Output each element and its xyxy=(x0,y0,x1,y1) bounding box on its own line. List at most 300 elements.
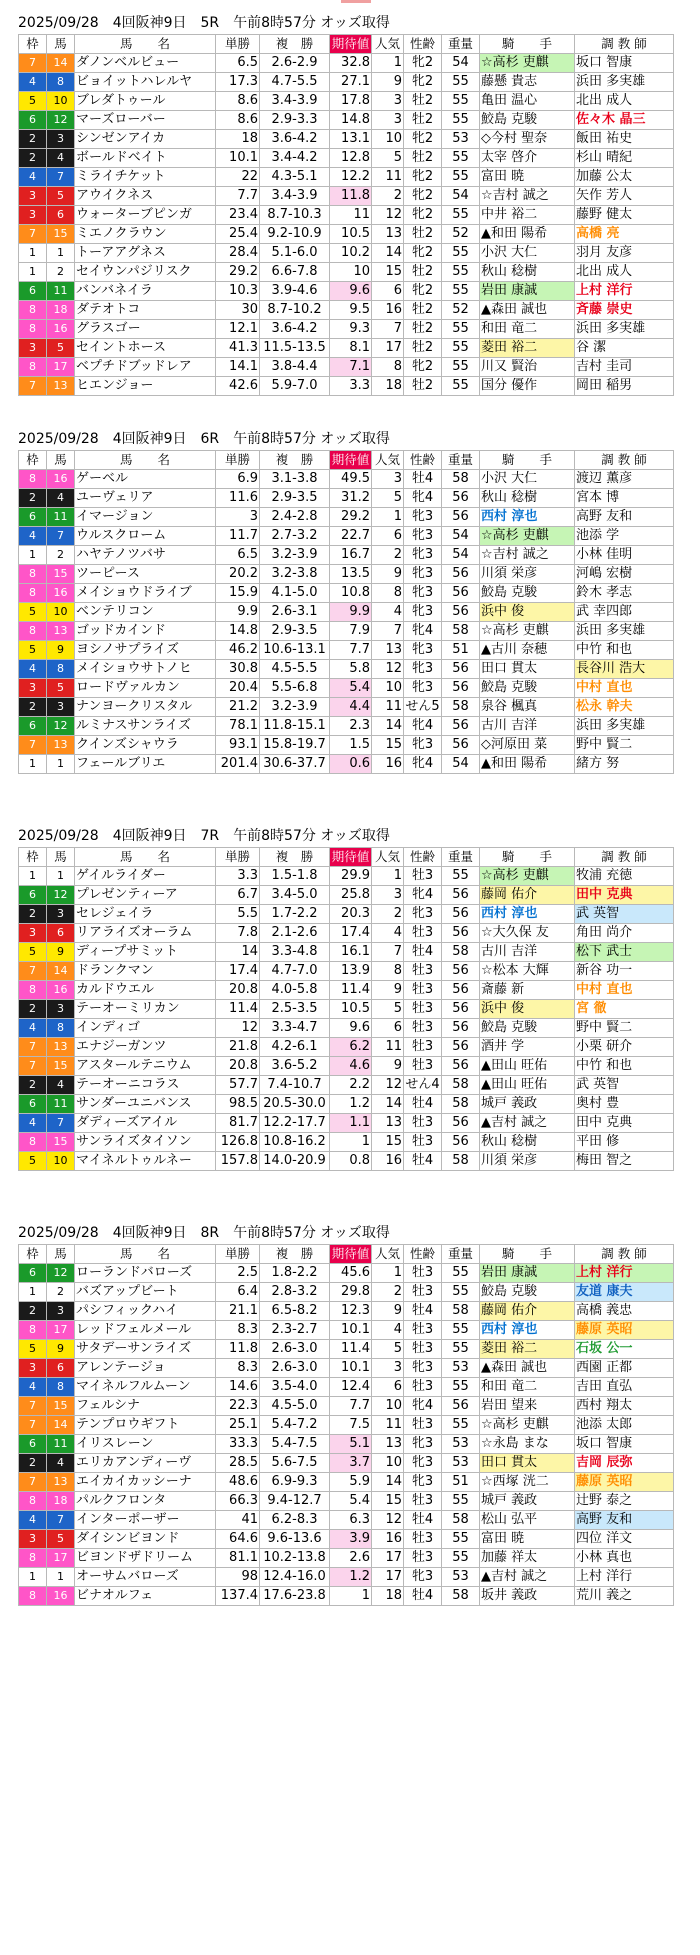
table-row xyxy=(19,1359,674,1378)
trainer: 矢作 芳人 xyxy=(575,187,674,206)
weight: 55 xyxy=(442,1549,480,1568)
horse-number: 2 xyxy=(47,546,75,565)
waku-number: 4 xyxy=(19,168,47,187)
popularity: 3 xyxy=(372,886,404,905)
header-uma: 馬 xyxy=(47,1245,75,1264)
horse-number: 3 xyxy=(47,130,75,149)
trainer: 池添 学 xyxy=(575,527,674,546)
sex-age: 牝3 xyxy=(404,905,442,924)
expected-value: 7.7 xyxy=(330,641,372,660)
place-odds: 2.6-3.0 xyxy=(260,1340,330,1359)
jockey: 田口 貫太 xyxy=(480,660,575,679)
popularity: 9 xyxy=(372,1057,404,1076)
weight: 58 xyxy=(442,1302,480,1321)
horse-name: ロードヴァルカン xyxy=(75,679,216,698)
table-row xyxy=(19,1397,674,1416)
win-odds: 57.7 xyxy=(216,1076,260,1095)
place-odds: 4.0-5.8 xyxy=(260,981,330,1000)
horse-number: 17 xyxy=(47,358,75,377)
win-odds: 64.6 xyxy=(216,1530,260,1549)
expected-value: 6.2 xyxy=(330,1038,372,1057)
horse-name: セレジェイラ xyxy=(75,905,216,924)
weight: 55 xyxy=(442,263,480,282)
sex-age: 牡3 xyxy=(404,1416,442,1435)
jockey: ☆吉村 誠之 xyxy=(480,546,575,565)
popularity: 9 xyxy=(372,1302,404,1321)
popularity: 1 xyxy=(372,54,404,73)
weight: 55 xyxy=(442,1283,480,1302)
table-row xyxy=(19,1473,674,1492)
popularity: 16 xyxy=(372,755,404,774)
horse-number: 6 xyxy=(47,924,75,943)
sex-age: 牡3 xyxy=(404,924,442,943)
waku-number: 7 xyxy=(19,225,47,244)
table-row xyxy=(19,1152,674,1171)
horse-number: 3 xyxy=(47,905,75,924)
horse-number: 5 xyxy=(47,339,75,358)
horse-number: 15 xyxy=(47,1057,75,1076)
horse-number: 13 xyxy=(47,1038,75,1057)
jockey: ▲森田 誠也 xyxy=(480,301,575,320)
expected-value: 11.4 xyxy=(330,981,372,1000)
race-title: 2025/09/28 4回阪神9日 8R 午前8時57分 オッズ取得 xyxy=(18,1225,390,1241)
sex-age: 牡4 xyxy=(404,1587,442,1606)
popularity: 12 xyxy=(372,1511,404,1530)
expected-value: 13.9 xyxy=(330,962,372,981)
table-row xyxy=(19,206,674,225)
trainer: 武 英智 xyxy=(575,905,674,924)
sex-age: せん5 xyxy=(404,698,442,717)
popularity: 4 xyxy=(372,924,404,943)
trainer: 中竹 和也 xyxy=(575,1057,674,1076)
place-odds: 6.6-7.8 xyxy=(260,263,330,282)
expected-value: 8.1 xyxy=(330,339,372,358)
header-waku: 枠 xyxy=(19,451,47,470)
popularity: 6 xyxy=(372,282,404,301)
jockey: 古川 吉洋 xyxy=(480,717,575,736)
popularity: 5 xyxy=(372,489,404,508)
popularity: 9 xyxy=(372,981,404,1000)
waku-number: 5 xyxy=(19,92,47,111)
horse-name: ローランドバローズ xyxy=(75,1264,216,1283)
header-waku: 枠 xyxy=(19,848,47,867)
sex-age: 牡3 xyxy=(404,1264,442,1283)
place-odds: 12.2-17.7 xyxy=(260,1114,330,1133)
place-odds: 5.5-6.8 xyxy=(260,679,330,698)
table-header xyxy=(19,848,674,867)
horse-name: ウォーターブピンガ xyxy=(75,206,216,225)
weight: 56 xyxy=(442,1019,480,1038)
waku-number: 4 xyxy=(19,1511,47,1530)
table-row xyxy=(19,73,674,92)
expected-value: 4.6 xyxy=(330,1057,372,1076)
place-odds: 1.8-2.2 xyxy=(260,1264,330,1283)
popularity: 14 xyxy=(372,1473,404,1492)
place-odds: 7.4-10.7 xyxy=(260,1076,330,1095)
win-odds: 22 xyxy=(216,168,260,187)
win-odds: 6.4 xyxy=(216,1283,260,1302)
win-odds: 8.3 xyxy=(216,1321,260,1340)
table-row xyxy=(19,1321,674,1340)
trainer: 角田 尚介 xyxy=(575,924,674,943)
trainer: 高橋 亮 xyxy=(575,225,674,244)
sex-age: 牡3 xyxy=(404,1133,442,1152)
waku-number: 5 xyxy=(19,943,47,962)
trainer: 西村 翔太 xyxy=(575,1397,674,1416)
sex-age: 牡2 xyxy=(404,377,442,396)
sex-age: 牝3 xyxy=(404,736,442,755)
horse-number: 8 xyxy=(47,660,75,679)
trainer: 宮 徹 xyxy=(575,1000,674,1019)
horse-name: ベンテリコン xyxy=(75,603,216,622)
popularity: 6 xyxy=(372,527,404,546)
weight: 52 xyxy=(442,301,480,320)
horse-name: メイショウドライブ xyxy=(75,584,216,603)
horse-name: ドランクマン xyxy=(75,962,216,981)
header-kg: 重量 xyxy=(442,848,480,867)
popularity: 7 xyxy=(372,320,404,339)
table-row xyxy=(19,641,674,660)
trainer: 吉村 圭司 xyxy=(575,358,674,377)
header-name: 馬 名 xyxy=(75,1245,216,1264)
sex-age: 牝3 xyxy=(404,527,442,546)
race-block xyxy=(18,428,673,774)
expected-value: 3.9 xyxy=(330,1530,372,1549)
weight: 55 xyxy=(442,1378,480,1397)
trainer: 谷 潔 xyxy=(575,339,674,358)
trainer: 渡辺 薫彦 xyxy=(575,470,674,489)
weight: 55 xyxy=(442,339,480,358)
expected-value: 1 xyxy=(330,1133,372,1152)
horse-number: 7 xyxy=(47,527,75,546)
place-odds: 6.2-8.3 xyxy=(260,1511,330,1530)
jockey: 川又 賢治 xyxy=(480,358,575,377)
horse-number: 16 xyxy=(47,1587,75,1606)
popularity: 3 xyxy=(372,92,404,111)
jockey: 太宰 啓介 xyxy=(480,149,575,168)
horse-name: バンバネイラ xyxy=(75,282,216,301)
expected-value: 1.2 xyxy=(330,1095,372,1114)
win-odds: 157.8 xyxy=(216,1152,260,1171)
win-odds: 126.8 xyxy=(216,1133,260,1152)
horse-name: ビョイットハレルヤ xyxy=(75,73,216,92)
jockey: ◇河原田 菜 xyxy=(480,736,575,755)
table-row xyxy=(19,622,674,641)
header-win: 単勝 xyxy=(216,1245,260,1264)
place-odds: 2.6-3.0 xyxy=(260,1359,330,1378)
waku-number: 8 xyxy=(19,622,47,641)
odds-table xyxy=(18,847,674,1171)
expected-value: 12.3 xyxy=(330,1302,372,1321)
sex-age: 牡2 xyxy=(404,263,442,282)
place-odds: 12.4-16.0 xyxy=(260,1568,330,1587)
weight: 58 xyxy=(442,1511,480,1530)
table-row xyxy=(19,981,674,1000)
expected-value: 45.6 xyxy=(330,1264,372,1283)
jockey: ☆吉村 誠之 xyxy=(480,187,575,206)
trainer: 小林 真也 xyxy=(575,1549,674,1568)
trainer: 吉岡 辰弥 xyxy=(575,1454,674,1473)
jockey: 川須 栄彦 xyxy=(480,1152,575,1171)
weight: 54 xyxy=(442,187,480,206)
place-odds: 2.8-3.2 xyxy=(260,1283,330,1302)
win-odds: 15.9 xyxy=(216,584,260,603)
jockey: ▲和田 陽希 xyxy=(480,225,575,244)
win-odds: 98 xyxy=(216,1568,260,1587)
place-odds: 14.0-20.9 xyxy=(260,1152,330,1171)
waku-number: 8 xyxy=(19,981,47,1000)
place-odds: 8.7-10.3 xyxy=(260,206,330,225)
expected-value: 7.5 xyxy=(330,1416,372,1435)
jockey: ▲田山 旺佑 xyxy=(480,1057,575,1076)
sex-age: 牝3 xyxy=(404,1473,442,1492)
jockey: 松山 弘平 xyxy=(480,1511,575,1530)
win-odds: 20.2 xyxy=(216,565,260,584)
header-win: 単勝 xyxy=(216,35,260,54)
sex-age: 牝3 xyxy=(404,603,442,622)
weight: 55 xyxy=(442,149,480,168)
win-odds: 12.1 xyxy=(216,320,260,339)
expected-value: 1.1 xyxy=(330,1114,372,1133)
horse-number: 5 xyxy=(47,187,75,206)
trainer: 新谷 功一 xyxy=(575,962,674,981)
popularity: 15 xyxy=(372,736,404,755)
trainer: 田中 克典 xyxy=(575,886,674,905)
expected-value: 5.8 xyxy=(330,660,372,679)
place-odds: 3.4-5.0 xyxy=(260,886,330,905)
jockey: 鮫島 克駿 xyxy=(480,111,575,130)
trainer: 河嶋 宏樹 xyxy=(575,565,674,584)
waku-number: 2 xyxy=(19,1076,47,1095)
horse-number: 12 xyxy=(47,1264,75,1283)
table-row xyxy=(19,111,674,130)
waku-number: 8 xyxy=(19,1587,47,1606)
waku-number: 8 xyxy=(19,1133,47,1152)
popularity: 13 xyxy=(372,641,404,660)
weight: 55 xyxy=(442,1321,480,1340)
sex-age: 牝2 xyxy=(404,206,442,225)
place-odds: 2.3-2.7 xyxy=(260,1321,330,1340)
sex-age: 牡4 xyxy=(404,1152,442,1171)
trainer: 田中 克典 xyxy=(575,1114,674,1133)
sex-age: 牡2 xyxy=(404,149,442,168)
waku-number: 7 xyxy=(19,1397,47,1416)
horse-name: イマージョン xyxy=(75,508,216,527)
weight: 56 xyxy=(442,962,480,981)
header-win: 単勝 xyxy=(216,848,260,867)
sex-age: 牝3 xyxy=(404,641,442,660)
horse-number: 7 xyxy=(47,1114,75,1133)
expected-value: 9.9 xyxy=(330,603,372,622)
table-row xyxy=(19,1454,674,1473)
trainer: 飯田 祐史 xyxy=(575,130,674,149)
weight: 51 xyxy=(442,641,480,660)
jockey: ☆高杉 吏麒 xyxy=(480,527,575,546)
horse-name: マイネルトゥルネー xyxy=(75,1152,216,1171)
expected-value: 10.5 xyxy=(330,1000,372,1019)
win-odds: 81.7 xyxy=(216,1114,260,1133)
table-row xyxy=(19,339,674,358)
sex-age: 牝2 xyxy=(404,244,442,263)
trainer: 高野 友和 xyxy=(575,1511,674,1530)
win-odds: 29.2 xyxy=(216,263,260,282)
popularity: 10 xyxy=(372,130,404,149)
weight: 56 xyxy=(442,1000,480,1019)
waku-number: 8 xyxy=(19,320,47,339)
table-row xyxy=(19,1095,674,1114)
win-odds: 10.3 xyxy=(216,282,260,301)
win-odds: 20.4 xyxy=(216,679,260,698)
sex-age: 牡3 xyxy=(404,1057,442,1076)
expected-value: 22.7 xyxy=(330,527,372,546)
table-row xyxy=(19,905,674,924)
jockey: 田口 貫太 xyxy=(480,1454,575,1473)
table-row xyxy=(19,149,674,168)
horse-name: インターポーザー xyxy=(75,1511,216,1530)
header-trn: 調 教 師 xyxy=(575,451,674,470)
trainer: 中村 直也 xyxy=(575,679,674,698)
table-header xyxy=(19,1245,674,1264)
horse-name: ナンヨークリスタル xyxy=(75,698,216,717)
waku-number: 6 xyxy=(19,1264,47,1283)
win-odds: 14.6 xyxy=(216,1378,260,1397)
popularity: 3 xyxy=(372,1359,404,1378)
popularity: 12 xyxy=(372,660,404,679)
popularity: 18 xyxy=(372,377,404,396)
waku-number: 5 xyxy=(19,1152,47,1171)
popularity: 13 xyxy=(372,1114,404,1133)
header-uma: 馬 xyxy=(47,848,75,867)
place-odds: 15.8-19.7 xyxy=(260,736,330,755)
sex-age: 牝3 xyxy=(404,1568,442,1587)
weight: 56 xyxy=(442,603,480,622)
table-row xyxy=(19,1114,674,1133)
jockey: 亀田 温心 xyxy=(480,92,575,111)
expected-value: 9.3 xyxy=(330,320,372,339)
place-odds: 3.2-3.9 xyxy=(260,546,330,565)
horse-number: 10 xyxy=(47,92,75,111)
waku-number: 7 xyxy=(19,1038,47,1057)
expected-value: 10 xyxy=(330,263,372,282)
sex-age: 牝2 xyxy=(404,187,442,206)
jockey: 秋山 稔樹 xyxy=(480,489,575,508)
jockey: 浜中 俊 xyxy=(480,603,575,622)
horse-name: バズアップビート xyxy=(75,1283,216,1302)
horse-name: サタデーサンライズ xyxy=(75,1340,216,1359)
weight: 58 xyxy=(442,1095,480,1114)
popularity: 5 xyxy=(372,1000,404,1019)
popularity: 3 xyxy=(372,111,404,130)
waku-number: 5 xyxy=(19,641,47,660)
win-odds: 20.8 xyxy=(216,1057,260,1076)
waku-number: 3 xyxy=(19,679,47,698)
weight: 56 xyxy=(442,565,480,584)
expected-value: 9.5 xyxy=(330,301,372,320)
win-odds: 30.8 xyxy=(216,660,260,679)
horse-number: 5 xyxy=(47,1530,75,1549)
table-row xyxy=(19,1283,674,1302)
win-odds: 25.4 xyxy=(216,225,260,244)
expected-value: 9.6 xyxy=(330,282,372,301)
expected-value: 0.8 xyxy=(330,1152,372,1171)
place-odds: 3.6-5.2 xyxy=(260,1057,330,1076)
expected-value: 2.3 xyxy=(330,717,372,736)
waku-number: 8 xyxy=(19,1321,47,1340)
sex-age: 牝3 xyxy=(404,660,442,679)
horse-name: リアライズオーラム xyxy=(75,924,216,943)
waku-number: 3 xyxy=(19,206,47,225)
expected-value: 7.7 xyxy=(330,1397,372,1416)
popularity: 10 xyxy=(372,1454,404,1473)
horse-number: 4 xyxy=(47,1454,75,1473)
expected-value: 12.4 xyxy=(330,1378,372,1397)
table-row xyxy=(19,1492,674,1511)
header-jock: 騎 手 xyxy=(480,1245,575,1264)
popularity: 13 xyxy=(372,225,404,244)
table-row xyxy=(19,698,674,717)
expected-value: 7.9 xyxy=(330,622,372,641)
popularity: 10 xyxy=(372,1397,404,1416)
weight: 58 xyxy=(442,622,480,641)
jockey: ▲吉村 誠之 xyxy=(480,1114,575,1133)
sex-age: 牝4 xyxy=(404,886,442,905)
trainer: 浜田 多実雄 xyxy=(575,73,674,92)
horse-number: 7 xyxy=(47,1511,75,1530)
header-kg: 重量 xyxy=(442,451,480,470)
horse-name: ダイシンビヨンド xyxy=(75,1530,216,1549)
place-odds: 2.6-2.9 xyxy=(260,54,330,73)
horse-name: エナジーガンツ xyxy=(75,1038,216,1057)
weight: 55 xyxy=(442,867,480,886)
table-row xyxy=(19,1435,674,1454)
waku-number: 5 xyxy=(19,1340,47,1359)
trainer: 中村 直也 xyxy=(575,981,674,1000)
jockey: ☆松本 大輝 xyxy=(480,962,575,981)
jockey: 酒井 学 xyxy=(480,1038,575,1057)
weight: 56 xyxy=(442,508,480,527)
weight: 55 xyxy=(442,206,480,225)
win-odds: 11.4 xyxy=(216,1000,260,1019)
horse-name: ヨシノサプライズ xyxy=(75,641,216,660)
horse-name: アスタールテニウム xyxy=(75,1057,216,1076)
popularity: 10 xyxy=(372,679,404,698)
trainer: 野中 賢二 xyxy=(575,1019,674,1038)
popularity: 14 xyxy=(372,244,404,263)
horse-number: 12 xyxy=(47,717,75,736)
table-row xyxy=(19,54,674,73)
jockey: ▲田山 旺佑 xyxy=(480,1076,575,1095)
header-ninki: 人気 xyxy=(372,451,404,470)
odds-table xyxy=(18,1244,674,1606)
weight: 53 xyxy=(442,1359,480,1378)
popularity: 9 xyxy=(372,565,404,584)
expected-value: 13.1 xyxy=(330,130,372,149)
place-odds: 3.6-4.2 xyxy=(260,130,330,149)
horse-name: パシフィックハイ xyxy=(75,1302,216,1321)
horse-number: 11 xyxy=(47,1435,75,1454)
win-odds: 98.5 xyxy=(216,1095,260,1114)
win-odds: 12 xyxy=(216,1019,260,1038)
place-odds: 3.1-3.8 xyxy=(260,470,330,489)
place-odds: 3.3-4.7 xyxy=(260,1019,330,1038)
sex-age: 牡4 xyxy=(404,1095,442,1114)
sex-age: 牝2 xyxy=(404,358,442,377)
weight: 54 xyxy=(442,527,480,546)
weight: 56 xyxy=(442,1397,480,1416)
weight: 58 xyxy=(442,943,480,962)
jockey: ▲森田 誠也 xyxy=(480,1359,575,1378)
waku-number: 6 xyxy=(19,1095,47,1114)
